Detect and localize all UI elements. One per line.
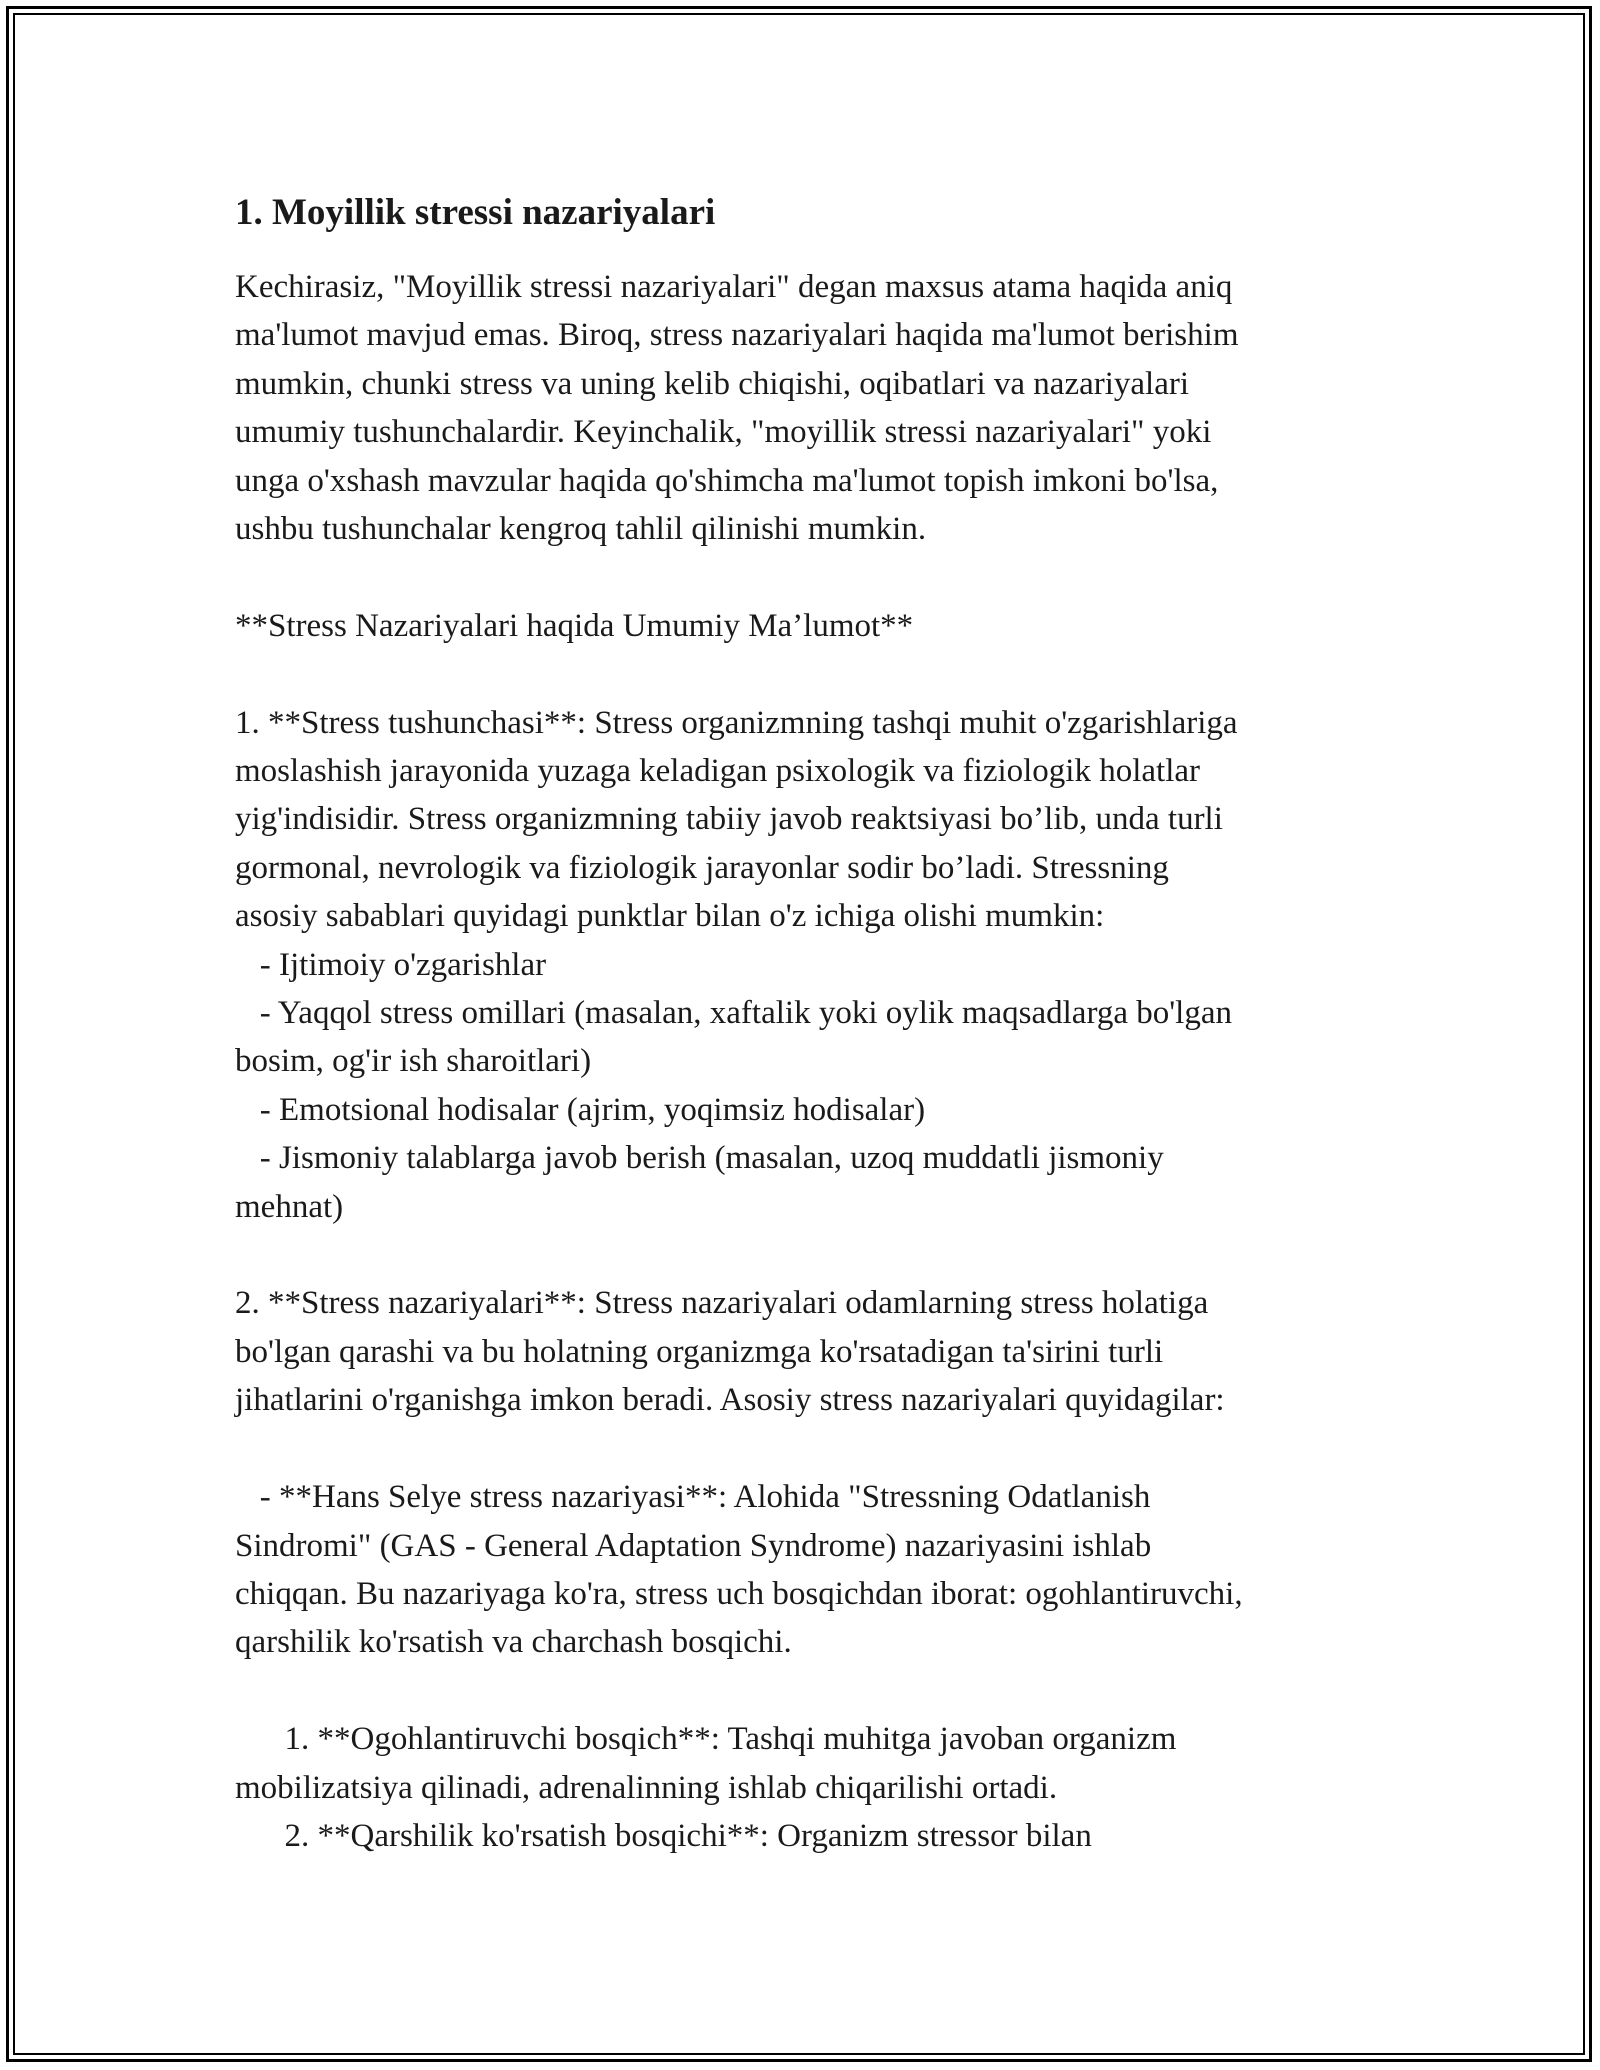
gas-stages-list: 1. **Ogohlantiruvchi bosqich**: Tashqi muhitga javoban organizm mobilizatsiya qilinadi, adrenalinning ishlab chiqarilishi ortadi. 2. **Qarshilik ko'rsatish bosqichi**: Organizm stressor bilan [235, 1721, 1177, 1854]
spacer [235, 553, 1395, 601]
spacer [235, 1425, 1395, 1473]
stress-theories-paragraph: 2. **Stress nazariyalari**: Stress nazariyalari odamlarning stress holatiga bo'lgan qarashi va bu holatning organizmga ko'rsatadigan ta'sirini turli jihatlarini o'rganishga imkon beradi. Asosiy stress nazariyalari quyidagilar: [235, 1285, 1225, 1419]
document-title: 1. Moyillik stressi nazariyalari [235, 192, 716, 233]
spacer [235, 1231, 1395, 1279]
section-heading: **Stress Nazariyalari haqida Umumiy Ma’lumot** [235, 607, 914, 644]
intro-paragraph: Kechirasiz, "Moyillik stressi nazariyalari" degan maxsus atama haqida aniq ma'lumot mavjud emas. Biroq, stress nazariyalari haqida ma'lumot berishim mumkin, chunki stress va uning kelib chiqishi, oqibatlari va nazariyalari umumiy tushunchalardir. Keyinchalik, "moyillik stressi nazariyalari" yoki unga o'xshash mavzular haqida qo'shimcha ma'lumot topish imkoni bo'lsa, ushbu tushunchalar kengroq tahlil qilinishi mumkin. [235, 269, 1239, 548]
document-page [235, 185, 1395, 1860]
selye-theory-paragraph: - **Hans Selye stress nazariyasi**: Alohida "Stressning Odatlanish Sindromi" (GAS - General Adaptation Syndrome) nazariyasini ishlab chiqqan. Bu nazariyaga ko'ra, stress uch bosqichdan iborat: ogohlantiruvchi, qarshilik ko'rsatish va charchash bosqichi. [235, 1479, 1243, 1661]
spacer [235, 650, 1395, 698]
stress-concept-paragraph: 1. **Stress tushunchasi**: Stress organizmning tashqi muhit o'zgarishlariga moslashish jarayonida yuzaga keladigan psixologik va fiziologik holatlar yig'indisidir. Stress organizmning tabiiy javob reaktsiyasi bo’lib, unda turli gormonal, nevrologik va fiziologik jarayonlar sodir bo’ladi. Stressning asosiy sabablari quyidagi punktlar bilan o'z ichiga olishi mumkin: - Ijtimoiy o'zgarishlar - Yaqqol stress omillari (masalan, xaftalik yoki oylik maqsadlarga bo'lgan bosim, og'ir ish sharoitlari) - Emotsional hodisalar (ajrim, yoqimsiz hodisalar) - Jismoniy talablarga javob berish (masalan, uzoq muddatli jismoniy mehnat) [235, 704, 1238, 1225]
spacer [235, 1667, 1395, 1715]
